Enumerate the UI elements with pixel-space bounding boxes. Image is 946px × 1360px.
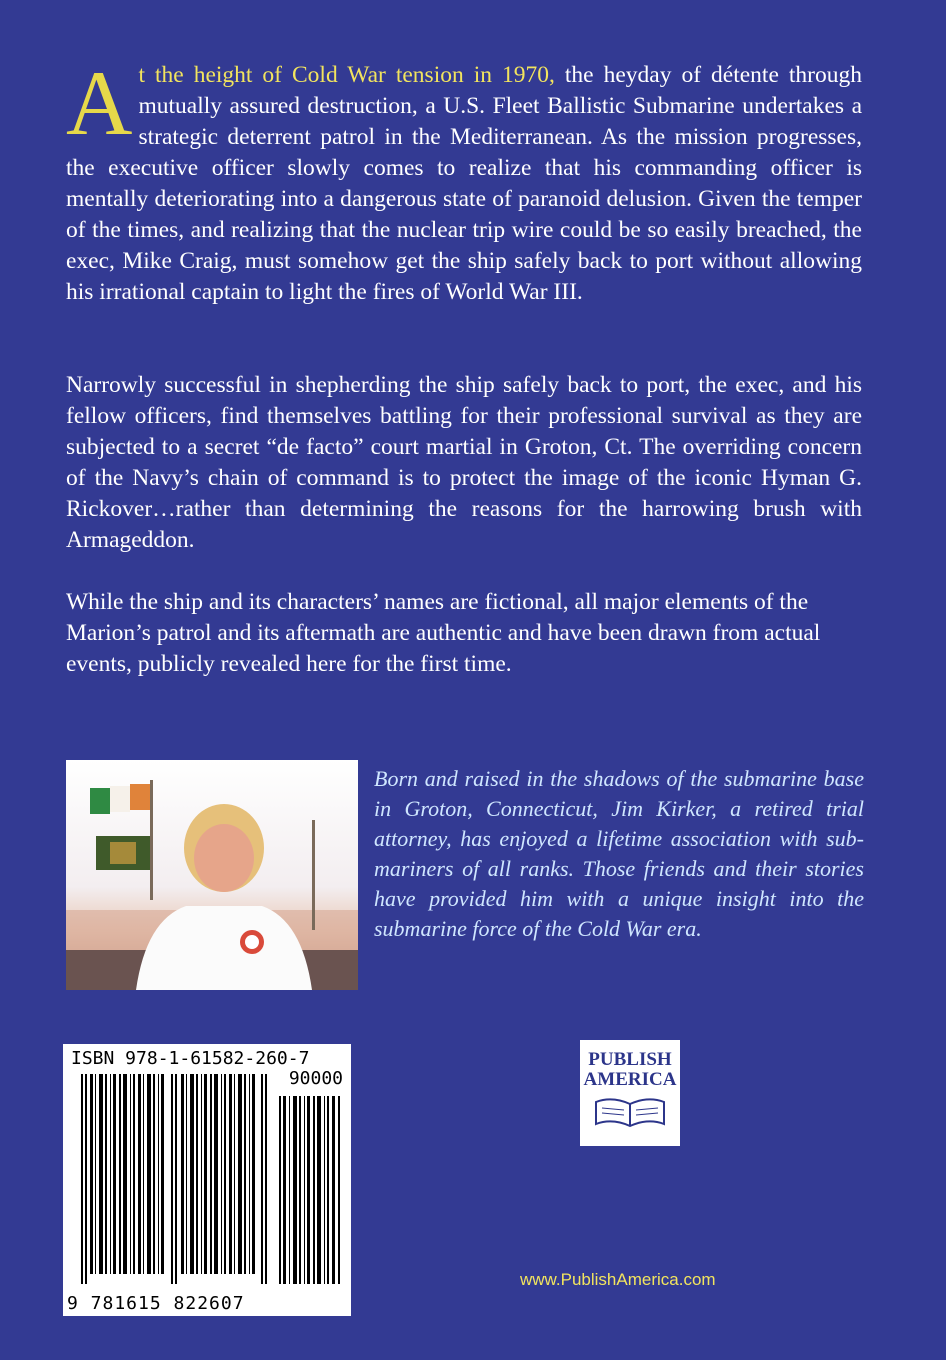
open-book-icon — [590, 1090, 670, 1130]
logo-word-publish: PUBLISH — [588, 1049, 672, 1070]
author-bio: Born and raised in the shadows of the submarine base in Groton, Connecticut, Jim Kirker, a retired trial attorney, has enjoyed a lifetime association with sub-mariners of all ranks. Those friends and their stories have provided him with a unique insight into the submarine force of the Cold War era. — [374, 766, 864, 941]
barcode-bars-main — [81, 1074, 271, 1284]
barcode-bars-addon — [279, 1096, 343, 1284]
blurb-lead-text: t the height of Cold War tension in 1970, — [138, 62, 555, 88]
price-code: 90000 — [288, 1068, 343, 1089]
logo-word-america: AMERICA — [583, 1069, 677, 1090]
blurb-paragraph-1 — [66, 52, 862, 308]
publisher-url[interactable]: www.PublishAmerica.com — [520, 1270, 716, 1289]
drop-cap: A — [66, 52, 133, 154]
author-photo — [66, 760, 358, 990]
blurb-paragraph-1-text: the heyday of détente through mutually assured destruction, a U.S. Fleet Ballistic Submarine undertakes a strategic deterrent patrol in the Mediterranean. As the mission progresses, the executive officer slowly comes to realize that his commanding officer is mentally deteriorating into a dangerous state of paranoid delusion. Given the temper of the times, and realizing that the nuclear trip wire could be so easily breached, the exec, Mike Craig, must somehow get the ship safely back to port without allowing his irrational captain to light the fires of World War III. — [66, 62, 862, 305]
isbn-text: ISBN 978-1-61582-260-7 — [71, 1048, 310, 1069]
isbn-barcode — [63, 1044, 351, 1316]
blurb-paragraph-2: Narrowly successful in shepherding the ship safely back to port, the exec, and his fellow officers, find themselves battling for their professional survival as they are subjected to a secret “de facto” court martial in Groton, Ct. The overriding concern of the Navy’s chain of command is to protect the image of the iconic Hyman G. Rickover…rather than determining the reasons for the harrowing brush with Armageddon. — [66, 372, 862, 553]
publisher-logo — [580, 1040, 680, 1146]
ean13-digits: 9 781615 822607 — [67, 1293, 245, 1314]
blurb-paragraph-3: While the ship and its characters’ names are fictional, all major elements of the Marion’s patrol and its aftermath are authentic and have been drawn from actual events, publicly revealed here for the first time. — [66, 589, 821, 677]
